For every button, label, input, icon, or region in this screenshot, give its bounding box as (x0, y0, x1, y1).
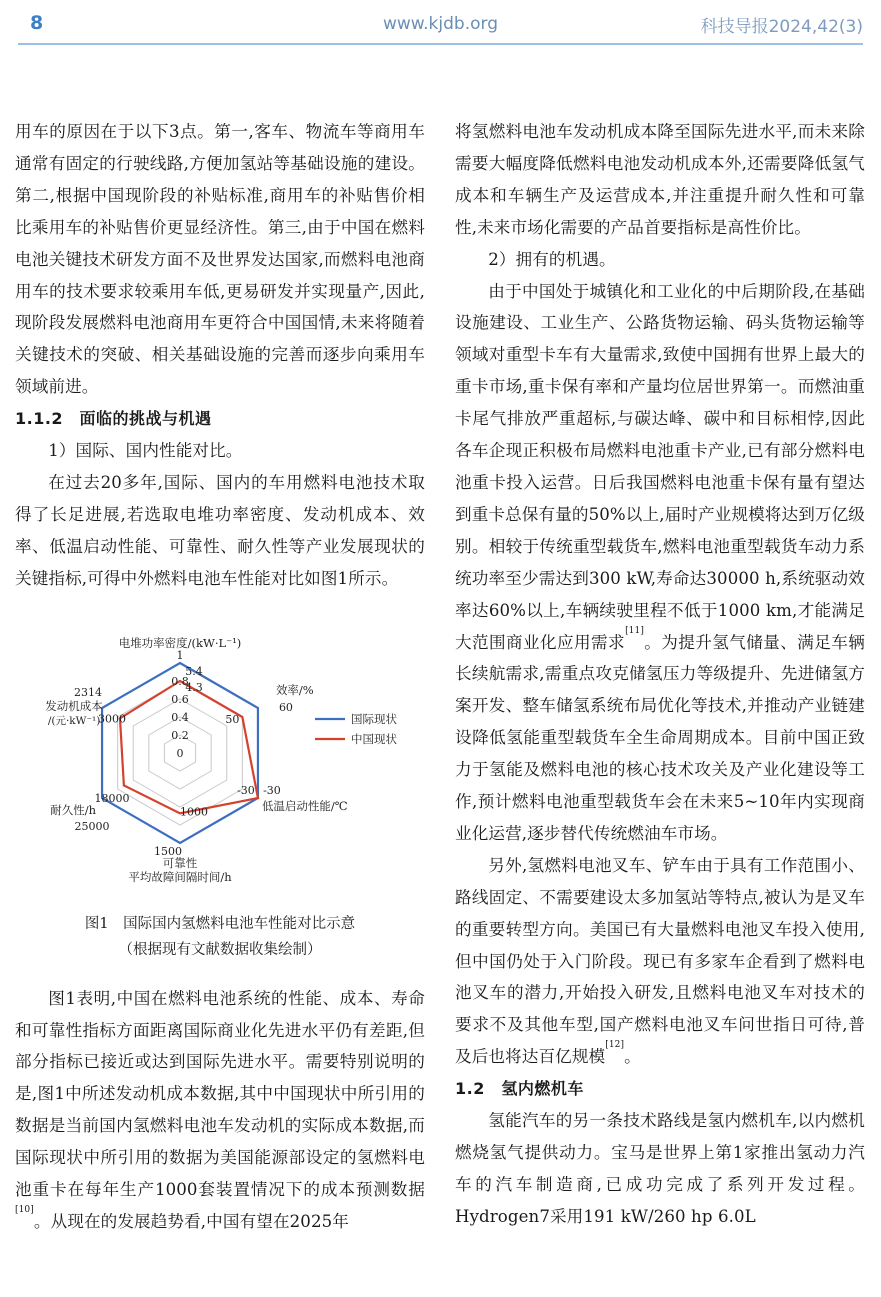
intl-value-efficiency: 60 (278, 700, 293, 714)
axis-title-power-density: 电堆功率密度/(kW·L⁻¹) (118, 635, 242, 650)
axis-title-reliability: 可靠性 (162, 855, 198, 870)
right-column (455, 116, 865, 1233)
right-paragraph-1: 将氢燃料电池车发动机成本降至国际先进水平,而未来除需要大幅度降低燃料电池发动机成本外,还需要降低氢气成本和车辆生产及运营成本,并注重提升耐久性和可靠性,未来市场化需要的产品首要指标是高性价比。 (455, 122, 865, 237)
left-paragraph-3: 图1表明,中国在燃料电池系统的性能、成本、寿命和可靠性指标方面距离国际商业化先进水平仍有差距,但部分指标已接近或达到国际先进水平。需要特别说明的是,图1中所述发动机成本数据,其中中国现状中所引用的数据是当前国内氢燃料电池车发动机的实际成本数据,而国际现状中所引用的数据为美国能源部设定的氢燃料电池重卡在每年生产1000套装置情况下的成本预测数据[10]。从现在的发展趋势看,中国有望在2025年 (15, 988, 425, 1231)
figure-caption (15, 911, 425, 963)
radar-labels (45, 636, 348, 884)
cn-value-cost: 3000 (97, 711, 126, 725)
legend-label-cn: 中国现状 (351, 731, 397, 746)
axis-title-cost: 发动机成本 (45, 698, 103, 713)
page-number: 8 (30, 12, 44, 34)
section-heading-1-2: 1.2 氢内燃机车 (455, 1079, 584, 1099)
cn-value-durability: 18000 (94, 791, 130, 805)
journal-info: 科技导报2024,42(3) (700, 17, 863, 37)
right-paragraph-3: 另外,氢燃料电池叉车、铲车由于具有工作范围小、路线固定、不需要建设太多加氢站等特点,被认为是叉车的重要转型方向。美国已有大量燃料电池叉车投入使用,但中国仍处于入门阶段。现已有多家车企看到了燃料电池叉车的潜力,开始投入研发,且燃料电池叉车对技术的要求不及其他车型,国产燃料电池叉车问世指日可待,普及后也将达百亿规模[12]。 (455, 855, 865, 1067)
citation-10[interactable]: [10] (15, 1204, 34, 1215)
figure-1 (15, 613, 425, 901)
grid-label-0: 0 (176, 746, 184, 760)
figure-caption-title: 图1 国际国内氢燃料电池车性能对比示意 (84, 915, 356, 932)
cn-value-power-density: 4.3 (185, 680, 203, 694)
subheading-opportunity: 2）拥有的机遇。 (488, 249, 616, 269)
intl-value-power-density: 5.4 (185, 664, 203, 678)
chart-legend (315, 712, 397, 746)
section-heading-1-1-2: 1.1.2 面临的挑战与机遇 (15, 409, 212, 429)
grid-label-0.6: 0.6 (171, 692, 189, 706)
intl-value-durability: 25000 (74, 819, 110, 833)
left-paragraph-1: 用车的原因在于以下3点。第一,客车、物流车等商用车通常有固定的行驶线路,方便加氢站等基础设施的建设。第二,根据中国现阶段的补贴标准,商用车的补贴售价相比乘用车的补贴售价更显经济性。第三,由于中国在燃料电池关键技术研发方面不及世界发达国家,而燃料电池商用车的技术要求较乘用车低,更易研发并实现量产,因此,现阶段发展燃料电池商用车更符合中国国情,未来将随着关键技术的突破、相关基础设施的完善而逐步向乘用车领域前进。 (15, 122, 425, 397)
intl-value-lowtemp: -30 (263, 783, 281, 797)
grid-label-0.8: 0.8 (171, 674, 189, 688)
axis-title-durability: 耐久性/h (50, 802, 97, 817)
citation-12[interactable]: [12] (605, 1040, 625, 1051)
axis-title-reliability-sub: 平均故障间隔时间/h (128, 869, 232, 884)
right-paragraph-4: 氢能汽车的另一条技术路线是氢内燃机车,以内燃机燃烧氢气提供动力。宝马是世界上第1家推出氢动力汽车的汽车制造商,已成功完成了系列开发过程。Hydrogen7采用191 kW/260 hp 6.0L (455, 1111, 865, 1226)
left-paragraph-2: 在过去20多年,国际、国内的车用燃料电池技术取得了长足进展,若选取电堆功率密度、发动机成本、效率、低温启动性能、可靠性、耐久性等产业发展现状的关键指标,可得中外燃料电池车性能对比如图1所示。 (15, 472, 425, 588)
intl-value-reliability: 1500 (154, 844, 182, 858)
cn-value-reliability: 1000 (180, 804, 208, 818)
grid-label-1: 1 (176, 648, 184, 662)
axis-title-cost-unit: /(元·kW⁻¹) (47, 714, 101, 727)
axis-title-efficiency: 效率/% (275, 682, 314, 697)
left-column (15, 116, 425, 1238)
figure-caption-note: （根据现有文献数据收集绘制） (118, 941, 322, 958)
subheading-comparison: 1）国际、国内性能对比。 (48, 441, 243, 461)
cn-value-efficiency: 50 (225, 712, 240, 726)
page-header (0, 0, 881, 46)
legend-label-intl: 国际现状 (351, 711, 397, 726)
journal-url[interactable]: www.kjdb.org (383, 14, 498, 34)
intl-value-cost: 2314 (74, 685, 103, 699)
right-paragraph-2: 由于中国处于城镇化和工业化的中后期阶段,在基础设施建设、工业生产、公路货物运输、码头货物运输等领域对重型卡车有大量需求,致使中国拥有世界上最大的重卡市场,重卡保有率和产量均位居世界第一。而燃油重卡尾气排放严重超标,与碳达峰、碳中和目标相悖,因此各车企现正积极布局燃料电池重卡产业,已有部分燃料电池重卡投入运营。日后我国燃料电池重卡保有量有望达到重卡总保有量的50%以上,届时产业规模将达到万亿级别。相较于传统重型载货车,燃料电池重型载货车动力系统功率至少需达到300 kW,寿命达30000 h,系统驱动效率达60%以上,车辆续驶里程不低于1000 km,才能满足大范围商业化应用需求[11]。为提升氢气储量、满足车辆长续航需求,需重点攻克储氢压力等级提升、先进储氢方案开发、整车储氢系统布局优化等技术,并推动产业链建设降低氢能重型载货车全生命周期成本。目前中国正致力于氢能及燃料电池的核心技术攻关及产业化建设等工作,预计燃料电池重型载货车会在未来5~10年内实现商业化运营,逐步替代传统燃油车市场。 (455, 281, 866, 843)
grid-label-0.2: 0.2 (171, 728, 189, 742)
cn-value-lowtemp: -30 (237, 783, 255, 797)
header-rule (18, 43, 863, 45)
grid-label-0.4: 0.4 (171, 710, 189, 724)
axis-title-lowtemp: 低温启动性能/℃ (261, 798, 348, 813)
radar-chart (15, 613, 425, 901)
citation-11[interactable]: [11] (625, 625, 644, 636)
